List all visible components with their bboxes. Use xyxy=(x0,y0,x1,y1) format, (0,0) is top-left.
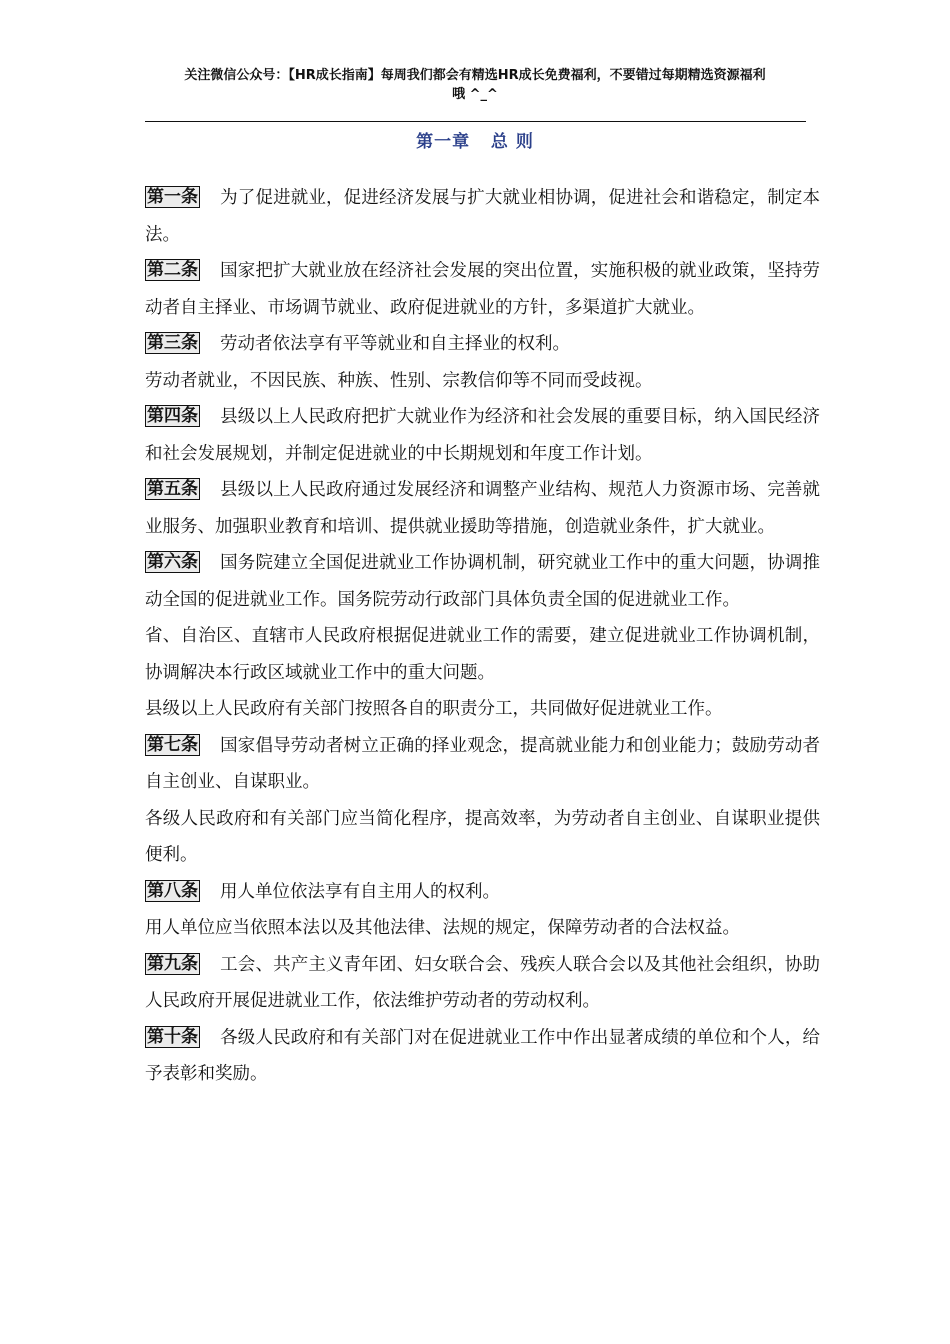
article-paragraph xyxy=(145,874,820,911)
article-paragraph xyxy=(145,545,820,618)
article-paragraph xyxy=(145,472,820,545)
article-number: 第四条 xyxy=(147,406,198,426)
article-text: 用人单位依法享有自主用人的权利。 xyxy=(220,881,500,902)
article-text: 国家倡导劳动者树立正确的择业观念，提高就业能力和创业能力；鼓励劳动者自主创业、自谋职业。 xyxy=(145,735,820,792)
article-number: 第八条 xyxy=(147,880,198,901)
promo-line-2: 哦 ^_^ xyxy=(452,87,498,102)
article-text: 各级人民政府和有关部门应当简化程序，提高效率，为劳动者自主创业、自谋职业提供便利。 xyxy=(145,808,820,865)
article-text: 劳动者就业，不因民族、种族、性别、宗教信仰等不同而受歧视。 xyxy=(145,370,653,391)
article-number: 第九条 xyxy=(147,953,198,974)
article-number: 第十条 xyxy=(147,1026,198,1047)
article-number: 第三条 xyxy=(147,333,198,353)
article-continuation xyxy=(145,801,820,874)
article-paragraph xyxy=(145,947,820,1020)
article-text: 省、自治区、直辖市人民政府根据促进就业工作的需要，建立促进就业工作协调机制，协调解决本行政区域就业工作中的重大问题。 xyxy=(145,626,820,683)
header-divider xyxy=(145,121,806,122)
article-number: 第一条 xyxy=(147,187,198,207)
article-text: 工会、共产主义青年团、妇女联合会、残疾人联合会以及其他社会组织，协助人民政府开展促进就业工作，依法维护劳动者的劳动权利。 xyxy=(145,954,820,1011)
article-paragraph xyxy=(145,180,820,253)
article-number: 第六条 xyxy=(147,552,198,572)
article-text: 县级以上人民政府把扩大就业作为经济和社会发展的重要目标，纳入国民经济和社会发展规划，并制定促进就业的中长期规划和年度工作计划。 xyxy=(145,407,820,464)
article-number: 第五条 xyxy=(147,479,198,499)
article-paragraph xyxy=(145,326,820,363)
article-continuation xyxy=(145,691,820,728)
article-text: 用人单位应当依照本法以及其他法律、法规的规定，保障劳动者的合法权益。 xyxy=(145,918,740,938)
chapter-title: 第一章 总 则 xyxy=(416,132,534,152)
promo-header xyxy=(145,66,805,104)
article-paragraph xyxy=(145,1020,820,1093)
article-text: 各级人民政府和有关部门对在促进就业工作中作出显著成绩的单位和个人，给予表彰和奖励。 xyxy=(145,1027,820,1084)
promo-line-1: 关注微信公众号：【HR成长指南】每周我们都会有精选HR成长免费福利，不要错过每期精选资源福利 xyxy=(184,68,766,83)
article-number: 第七条 xyxy=(147,734,198,755)
article-text: 劳动者依法享有平等就业和自主择业的权利。 xyxy=(220,334,570,354)
article-continuation xyxy=(145,910,820,947)
document-body xyxy=(145,180,820,1093)
article-text: 县级以上人民政府有关部门按照各自的职责分工，共同做好促进就业工作。 xyxy=(145,699,723,719)
article-paragraph xyxy=(145,253,820,326)
article-paragraph xyxy=(145,399,820,472)
article-text: 国务院建立全国促进就业工作协调机制，研究就业工作中的重大问题，协调推动全国的促进就业工作。国务院劳动行政部门具体负责全国的促进就业工作。 xyxy=(145,553,820,610)
article-number: 第二条 xyxy=(147,260,198,280)
article-continuation xyxy=(145,363,820,400)
article-paragraph xyxy=(145,728,820,801)
article-continuation xyxy=(145,618,820,691)
article-text: 县级以上人民政府通过发展经济和调整产业结构、规范人力资源市场、完善就业服务、加强职业教育和培训、提供就业援助等措施，创造就业条件，扩大就业。 xyxy=(145,480,820,537)
article-text: 为了促进就业，促进经济发展与扩大就业相协调，促进社会和谐稳定，制定本法。 xyxy=(145,188,820,245)
article-text: 国家把扩大就业放在经济社会发展的突出位置，实施积极的就业政策，坚持劳动者自主择业、市场调节就业、政府促进就业的方针，多渠道扩大就业。 xyxy=(145,261,820,318)
